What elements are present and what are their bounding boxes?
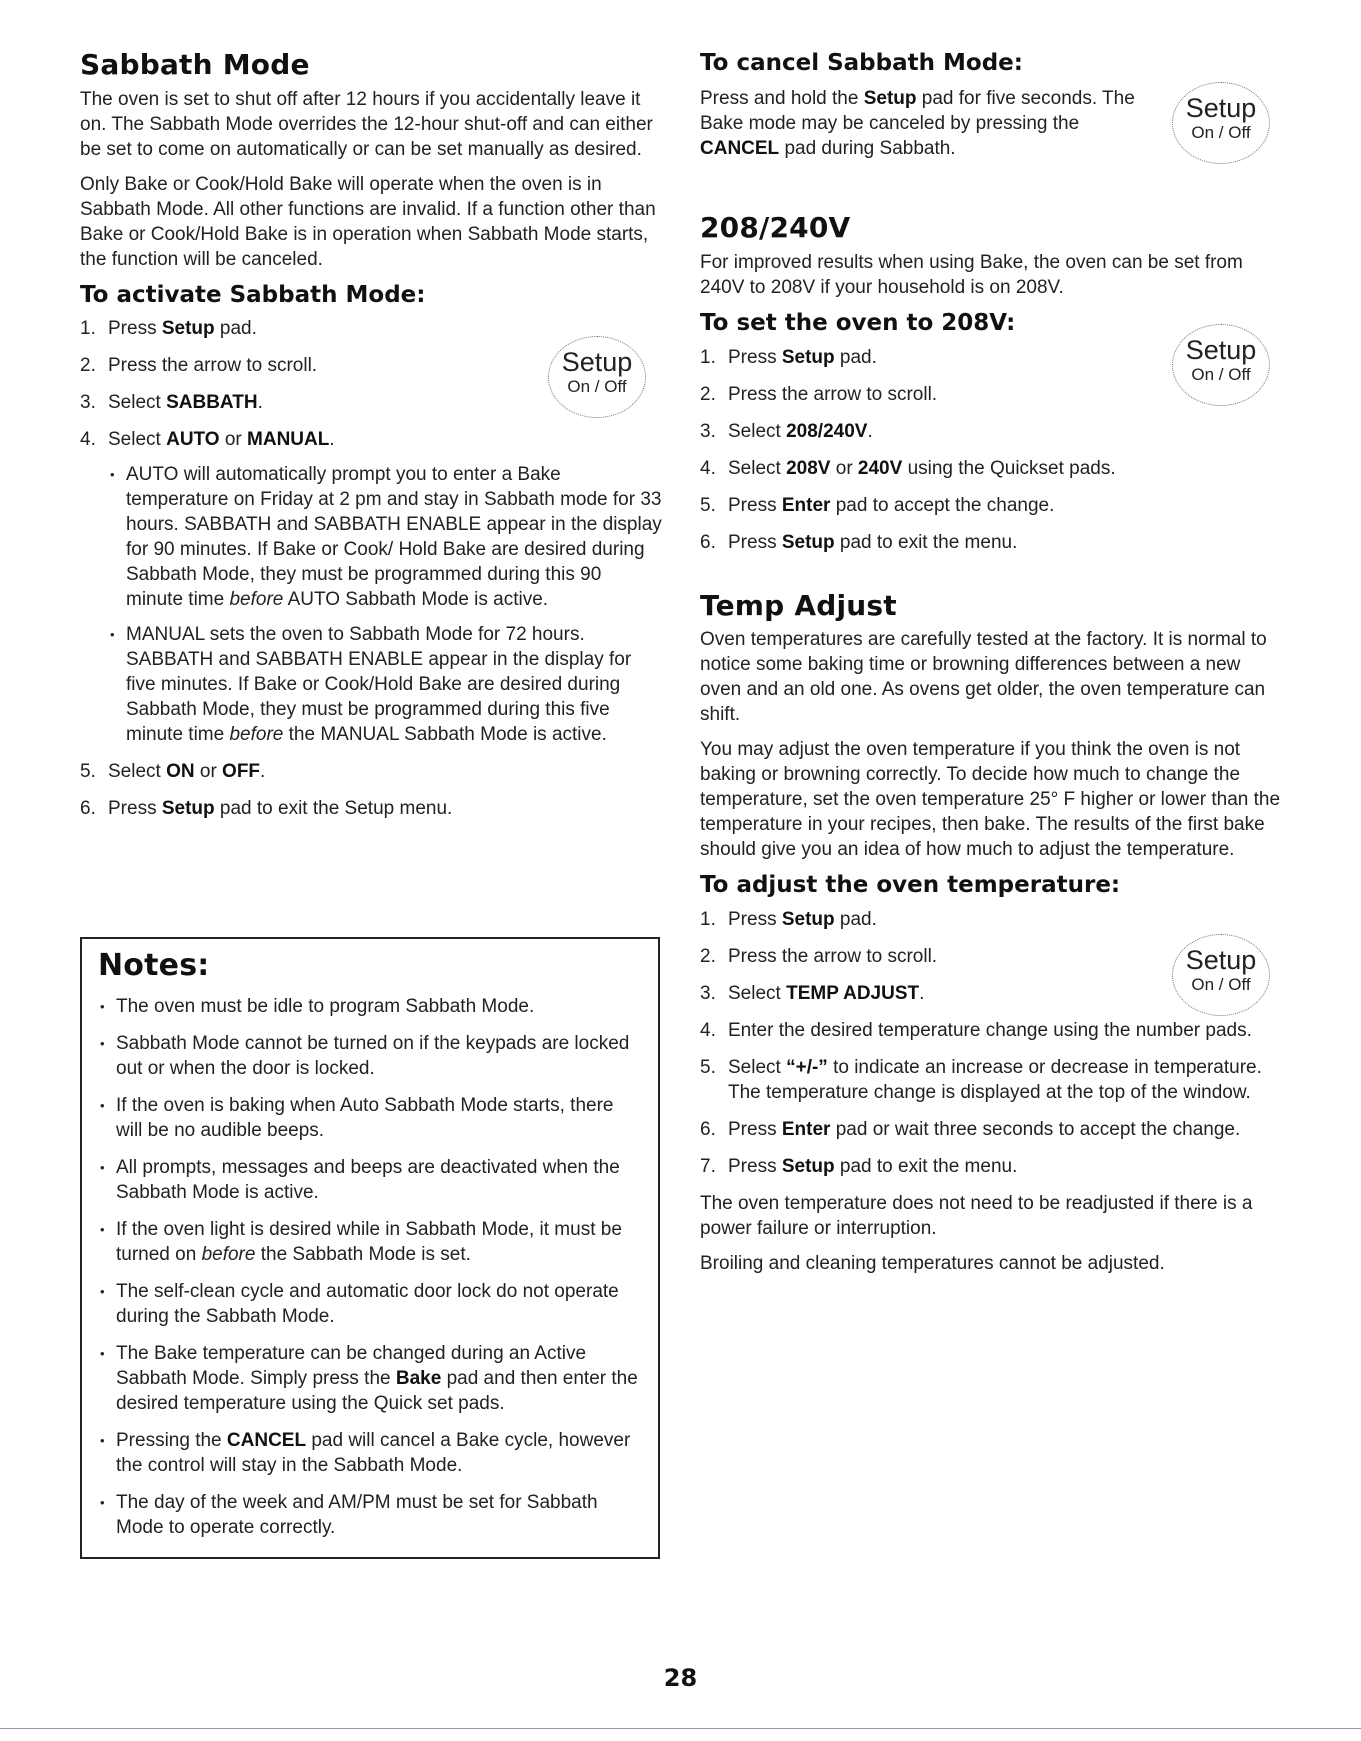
temp-adjust-how-paragraph: You may adjust the oven temperature if you think the oven is not baking or browning correctly. To decide how much to change the temperature, set the oven temperature 25° F higher or lower than the temperature in your recipes, then bake. The results of the first bake should give you an idea of how much to adjust the temperature. xyxy=(700,739,1281,861)
notes-title: Notes: xyxy=(98,948,210,983)
temp-adjust-intro-paragraph: Oven temperatures are carefully tested at the factory. It is normal to notice some baking time or browning differences between a new oven and an old one. As ovens get older, the oven temperature can shift. xyxy=(700,629,1267,726)
voltage-title: 208/240V xyxy=(700,211,851,245)
auto-manual-bullets xyxy=(108,462,662,747)
setup-pad-label: Setup xyxy=(1185,93,1257,123)
on-off-pad-label: On / Off xyxy=(1191,123,1251,142)
temp-adjust-title: Temp Adjust xyxy=(700,588,897,622)
list-item: 6. Press Enter pad or wait three seconds to accept the change. xyxy=(700,1118,1241,1140)
list-item: 3. Select TEMP ADJUST. xyxy=(700,982,925,1004)
sabbath-mode-title: Sabbath Mode xyxy=(80,48,310,81)
list-item: 7. Press Setup pad to exit the menu. xyxy=(700,1155,1018,1177)
list-item: 4. Enter the desired temperature change using the number pads. xyxy=(700,1019,1252,1041)
list-item: 2. Press the arrow to scroll. xyxy=(700,945,938,967)
list-item: • The day of the week and AM/PM must be set for Sabbath Mode to operate correctly. xyxy=(98,1490,642,1540)
sabbath-intro-paragraph: The oven is set to shut off after 12 hours if you accidentally leave it on. The Sabbath Mode overrides the 12-hour shut-off and can either be set to come on automatically or can be set manually as desired. xyxy=(80,88,653,160)
footer-divider xyxy=(0,1728,1361,1729)
setup-on-off-pad-icon xyxy=(1172,934,1270,1016)
on-off-pad-label: On / Off xyxy=(1191,975,1251,994)
set-208v-heading: To set the oven to 208V: xyxy=(700,310,1016,337)
cancel-sabbath-paragraph: Press and hold the Setup pad for five seconds. The Bake mode may be canceled by pressing the CANCEL pad during Sabbath. xyxy=(700,88,1135,160)
list-item: • The self-clean cycle and automatic door lock do not operate during the Sabbath Mode. xyxy=(98,1279,642,1329)
notes-box xyxy=(80,937,660,1559)
right-column xyxy=(700,50,1282,1286)
list-item: • If the oven is baking when Auto Sabbath Mode starts, there will be no audible beeps. xyxy=(98,1093,642,1143)
list-item: 1. Press Setup pad. xyxy=(700,908,877,930)
list-item: • Pressing the CANCEL pad will cancel a Bake cycle, however the control will stay in the Sabbath Mode. xyxy=(98,1428,642,1478)
list-item: 6. Press Setup pad to exit the Setup menu. xyxy=(80,798,453,820)
manual-bullet: • MANUAL sets the oven to Sabbath Mode for 72 hours. SABBATH and SABBATH ENABLE appear in the display for five minutes. If Bake or Cook/Hold Bake are desired during Sabbath Mode, they must be programmed during this five minute time before the MANUAL Sabbath Mode is active. xyxy=(108,622,662,747)
list-item: 3. Select SABBATH. xyxy=(80,392,263,414)
list-item: 1. Press Setup pad. xyxy=(80,318,257,340)
notes-list xyxy=(98,994,642,1540)
adjust-temperature-heading: To adjust the oven temperature: xyxy=(700,872,1121,899)
list-item: 2. Press the arrow to scroll. xyxy=(700,383,938,405)
list-item: • If the oven light is desired while in Sabbath Mode, it must be turned on before the Sabbath Mode is set. xyxy=(98,1217,642,1267)
list-item: 5. Select “+/-” to indicate an increase or decrease in temperature. The temperature change is displayed at the top of the window. xyxy=(700,1056,1262,1103)
activate-sabbath-heading: To activate Sabbath Mode: xyxy=(80,281,426,308)
setup-pad-label: Setup xyxy=(561,347,633,377)
left-column xyxy=(80,50,662,833)
temp-no-readjust-paragraph: The oven temperature does not need to be readjusted if there is a power failure or interruption. xyxy=(700,1192,1253,1239)
list-item: 2. Press the arrow to scroll. xyxy=(80,355,318,377)
list-item: 6. Press Setup pad to exit the menu. xyxy=(700,531,1018,553)
setup-on-off-pad-icon xyxy=(1172,324,1270,406)
list-item: 1. Press Setup pad. xyxy=(700,346,877,368)
list-item: 5. Press Enter pad to accept the change. xyxy=(700,494,1055,516)
on-off-pad-label: On / Off xyxy=(567,377,627,396)
list-item: 4. Select AUTO or MANUAL. • AUTO will automatically prompt you to enter a Bake temperature on Friday at 2 pm and stay in Sabbath mode for 33 hours. SABBATH and SABBATH ENABLE appear in the display for 90 minutes. If Bake or Cook/ Hold Bake are desired during Sabbath Mode, they must be programmed during this 90 minute time before AUTO Sabbath Mode is active. • MANUAL sets the oven to Sabbath Mode for 72 hours. SABBATH and SABBATH ENABLE appear in the display for five minutes. If Bake or Cook/Hold Bake are desired during Sabbath Mode, they must be programmed during this five minute time before the MANUAL Sabbath Mode is active. xyxy=(80,427,662,747)
list-item: • The Bake temperature can be changed during an Active Sabbath Mode. Simply press the Bake pad and then enter the desired temperature using the Quick set pads. xyxy=(98,1341,642,1416)
list-item: 3. Select 208/240V. xyxy=(700,420,873,442)
list-item: 5. Select ON or OFF. xyxy=(80,761,266,783)
page-number: 28 xyxy=(663,1664,698,1692)
auto-bullet: • AUTO will automatically prompt you to enter a Bake temperature on Friday at 2 pm and stay in Sabbath mode for 33 hours. SABBATH and SABBATH ENABLE appear in the display for 90 minutes. If Bake or Cook/ Hold Bake are desired during Sabbath Mode, they must be programmed during this 90 minute time before AUTO Sabbath Mode is active. xyxy=(108,462,662,612)
list-item: • All prompts, messages and beeps are deactivated when the Sabbath Mode is active. xyxy=(98,1155,642,1205)
broil-clean-note-paragraph: Broiling and cleaning temperatures cannot be adjusted. xyxy=(700,1252,1165,1274)
setup-pad-label: Setup xyxy=(1185,335,1257,365)
list-item: 4. Select 208V or 240V using the Quickset pads. xyxy=(700,457,1116,479)
setup-on-off-pad-icon xyxy=(1172,82,1270,164)
setup-pad-label: Setup xyxy=(1185,945,1257,975)
sabbath-functions-paragraph: Only Bake or Cook/Hold Bake will operate when the oven is in Sabbath Mode. All other functions are invalid. If a function other than Bake or Cook/Hold Bake is in operation when Sabbath Mode starts, the function will be canceled. xyxy=(80,173,656,270)
cancel-sabbath-heading: To cancel Sabbath Mode: xyxy=(700,50,1023,76)
setup-on-off-pad-icon xyxy=(548,336,646,418)
list-item: • Sabbath Mode cannot be turned on if the keypads are locked out or when the door is locked. xyxy=(98,1031,642,1081)
voltage-paragraph: For improved results when using Bake, the oven can be set from 240V to 208V if your household is on 208V. xyxy=(700,252,1243,299)
on-off-pad-label: On / Off xyxy=(1191,365,1251,384)
list-item: • The oven must be idle to program Sabbath Mode. xyxy=(98,994,642,1019)
